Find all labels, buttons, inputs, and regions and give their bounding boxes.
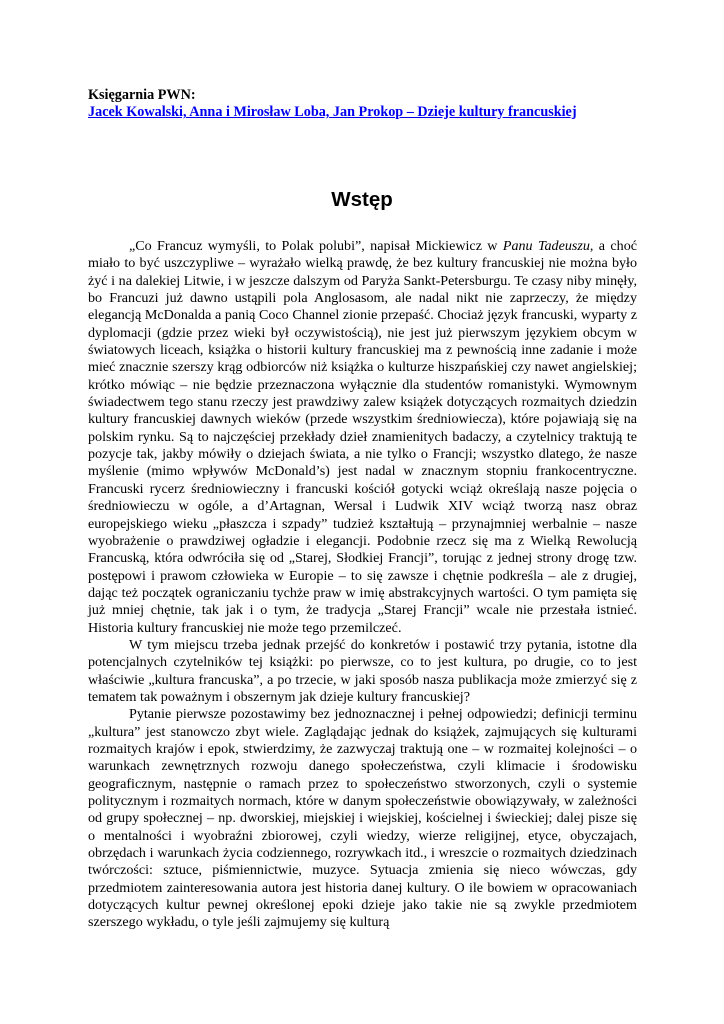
book-title-link[interactable]: Jacek Kowalski, Anna i Mirosław Loba, Jan Prokop – Dzieje kultury francuskiej — [88, 104, 577, 120]
paragraph-1 — [88, 238, 637, 637]
paragraph-2: W tym miejscu trzeba jednak przejść do konkretów i postawić trzy pytania, istotne dla potencjalnych czytelników tej książki: po pierwsze, co to jest kultura, po drugie, co to jest właściwie „kultura francuska”, a po trzecie, w jaki sposób nasza publikacja może zmierzyć się z tematem tak poważnym i obszernym jak dzieje kultury francuskiej? — [88, 636, 637, 705]
section-title: Wstęp — [331, 188, 393, 211]
paragraph-1-start: „Co Francuz wymyśli, to Polak polubi”, napisał Mickiewicz w — [129, 238, 503, 254]
italic-title: Panu Tadeuszu — [502, 238, 590, 254]
body-text — [88, 238, 637, 932]
paragraph-1-rest: , a choć miało to być uszczypliwe – wyrażało wielką prawdę, że bez kultury francuskiej nie można było żyć i na dalekiej Litwie, i w jeszcze dalszym od Paryża Sankt-Petersburgu. Te czasy niby minęły, bo Francuzi już dawno ustąpili pola Anglosasom, ale nadal nikt nie zaprzeczy, że między elegancją McDonalda a panią Coco Channel zionie przepaść. Chociaż język francuski, wyparty z dyplomacji (gdzie przez wieki był oczywistością), nie jest już pierwszym językiem obcym w światowych liceach, książka o historii kultury francuskiej ma z pewnością inne zadanie i może mieć znacznie szerszy krąg odbiorców niż książka o kulturze hiszpańskiej czy nawet angielskiej; krótko mówiąc – nie będzie przeznaczona wyłącznie dla studentów romanistyki. Wymownym świadectwem tego stanu rzeczy jest prawdziwy zalew książek dotyczących rozmaitych dziedzin kultury francuskiej dawnych wieków (przede wszystkim średniowiecza), które pojawiają się na polskim rynku. Są to najczęściej przekłady dzieł znamienitych badaczy, a czytelnicy traktują te pozycje tak, jakby mówiły o dziejach świata, a nie tylko o Francji; wszystko dlatego, że nasze myślenie (mimo wpływów McDonald’s) jest nadal w znacznym stopniu frankocentryczne. Francuski rycerz średniowieczny i francuski kościół gotycki wciąż określają nasze pojęcia o średniowieczu w ogóle, a d’Artagnan, Wersal i Ludwik XIV wciąż tworzą nasz obraz europejskiego wieku „płaszcza i szpady” tudzież kształtują – przynajmniej werbalnie – nasze wyobrażenie o prawdziwej ogładzie i elegancji. Podobnie rzecz się ma z Wielką Rewolucją Francuską, która odwróciła się od „Starej, Słodkiej Francji”, torując z jednej strony drogę tzw. postępowi i prawom człowieka w Europie – to się zawsze i chętnie podkreśla – ale z drugiej, dając też początek ograniczaniu tychże praw w imię abstrakcyjnych wartości. O tym pamięta się już mniej chętnie, tak jak i o tym, że tradycja „Starej Francji” wcale nie przestała istnieć. Historia kultury francuskiej nie może tego przemilczeć. — [88, 238, 637, 636]
paragraph-3: Pytanie pierwsze pozostawimy bez jednoznacznej i pełnej odpowiedzi; definicji terminu „kultura” jest stanowczo zbyt wiele. Zaglądając jednak do książek, zajmujących się kulturami rozmaitych krajów i epok, stwierdzimy, że zazwyczaj traktują one – w rozmaitej kolejności – o warunkach zewnętrznych rozwoju danego społeczeństwa, czyli klimacie i środowisku geograficznym, następnie o ramach przez to społeczeństwo stworzonych, czyli o systemie politycznym i rozmaitych normach, które w danym społeczeństwie obowiązywały, w zależności od grupy społecznej – np. dworskiej, miejskiej i wiejskiej, kościelnej i świeckiej; dalej pisze się o mentalności i wyobraźni zbiorowej, czyli wiedzy, wierze religijnej, etyce, obyczajach, obrzędach i warunkach życia codziennego, rozrywkach itd., i wreszcie o rozmaitych dziedzinach twórczości: sztuce, piśmiennictwie, muzyce. Sytuacja zmienia się nieco wówczas, gdy przedmiotem zainteresowania autora jest historia danej kultury. O ile bowiem w opracowaniach dotyczących kultur pewnej określonej epoki dzieje jako takie nie są zwykle przedmiotem szerszego wykładu, o tyle jeśli zajmujemy się kulturą — [88, 706, 637, 931]
bookstore-name: Księgarnia PWN: — [88, 87, 196, 103]
header — [88, 87, 648, 121]
